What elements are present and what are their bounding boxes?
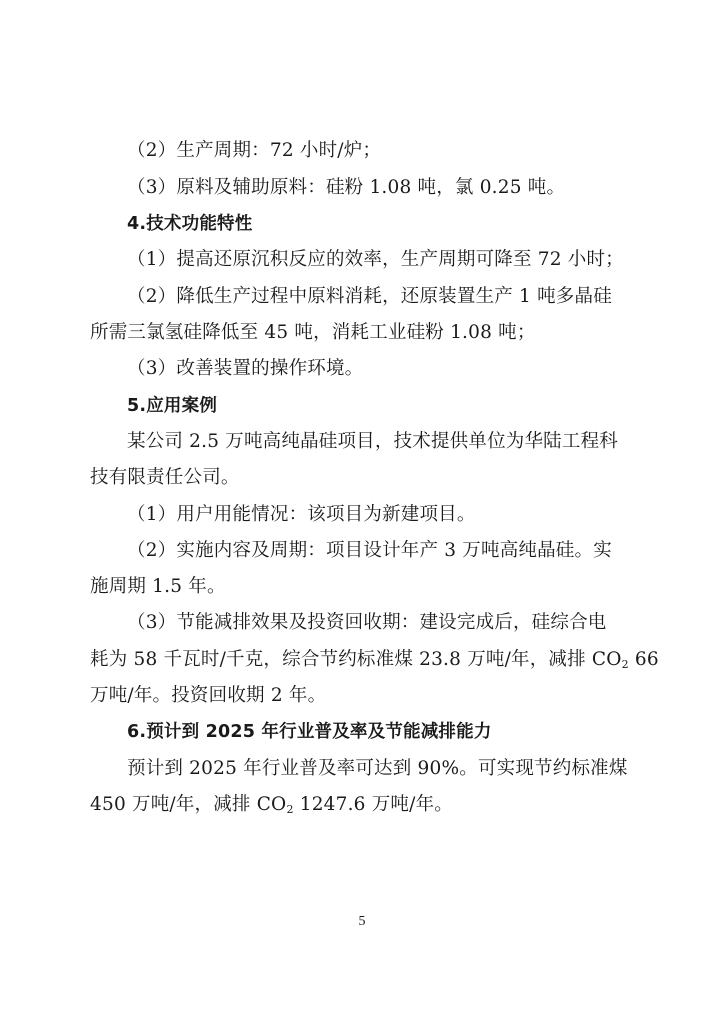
paragraph-line: 所需三氯氢硅降低至 45 吨，消耗工业硅粉 1.08 吨； bbox=[90, 322, 536, 343]
paragraph-line: （2）实施内容及周期：项目设计年产 3 万吨高纯晶硅。实 bbox=[127, 540, 612, 561]
subscript-text: 2 bbox=[621, 658, 629, 671]
text-run: 450 万吨/年，减排 CO bbox=[90, 794, 287, 815]
text-run: 66 bbox=[628, 649, 659, 670]
paragraph-line: （1）用户用能情况：该项目为新建项目。 bbox=[127, 504, 476, 525]
subscript-text: 2 bbox=[286, 803, 294, 816]
paragraph-line: （2）降低生产过程中原料消耗，还原装置生产 1 吨多晶硅 bbox=[127, 286, 612, 307]
paragraph-line bbox=[90, 794, 453, 821]
text-run: 1247.6 万吨/年。 bbox=[293, 794, 453, 815]
paragraph-line: （3）原料及辅助原料：硅粉 1.08 吨，氯 0.25 吨。 bbox=[127, 177, 566, 198]
section-heading: 4.技术功能特性 bbox=[127, 214, 253, 234]
section-heading: 6.预计到 2025 年行业普及率及节能减排能力 bbox=[127, 722, 492, 742]
paragraph-line: （1）提高还原沉积反应的效率，生产周期可降至 72 小时； bbox=[127, 249, 624, 270]
paragraph-line: 万吨/年。投资回收期 2 年。 bbox=[90, 685, 327, 706]
paragraph-line: （2）生产周期：72 小时/炉； bbox=[127, 140, 382, 161]
page-number: 5 bbox=[358, 914, 366, 929]
paragraph-line bbox=[90, 649, 659, 676]
section-heading: 5.应用案例 bbox=[127, 396, 218, 416]
text-run: 耗为 58 千瓦时/千克，综合节约标准煤 23.8 万吨/年，减排 CO bbox=[90, 649, 622, 670]
paragraph-line: （3）节能减排效果及投资回收期：建设完成后，硅综合电 bbox=[127, 612, 607, 633]
paragraph-line: （3）改善装置的操作环境。 bbox=[127, 358, 364, 379]
paragraph-line: 某公司 2.5 万吨高纯晶硅项目，技术提供单位为华陆工程科 bbox=[127, 431, 618, 452]
paragraph-line: 施周期 1.5 年。 bbox=[90, 576, 226, 597]
paragraph-line: 预计到 2025 年行业普及率可达到 90%。可实现节约标准煤 bbox=[127, 758, 628, 779]
paragraph-line: 技有限责任公司。 bbox=[90, 467, 240, 488]
